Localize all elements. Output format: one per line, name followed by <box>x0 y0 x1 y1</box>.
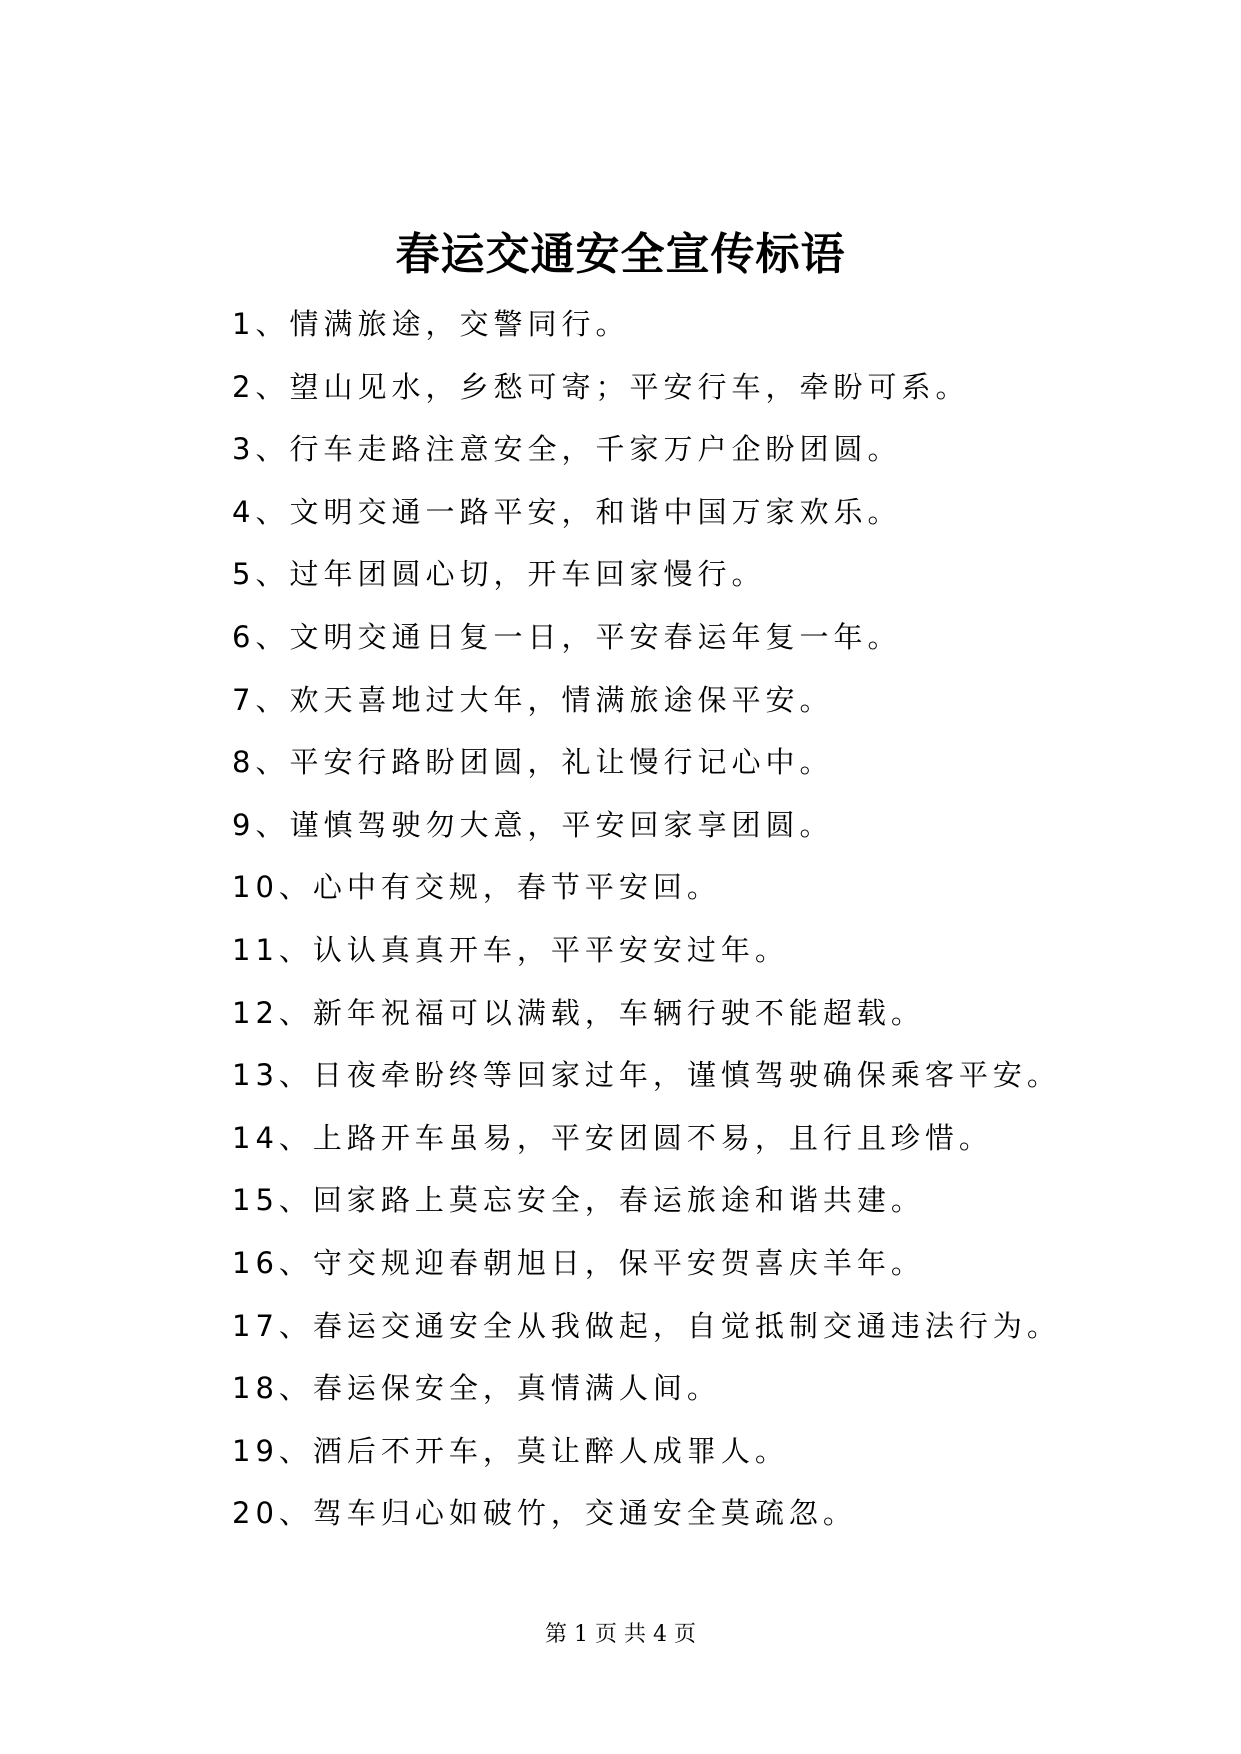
list-item: 15、回家路上莫忘安全，春运旅途和谐共建。 <box>232 1183 925 1218</box>
list-item: 19、酒后不开车，莫让醉人成罪人。 <box>232 1433 789 1468</box>
list-item: 13、日夜牵盼终等回家过年，谨慎驾驶确保乘客平安。 <box>232 1058 1061 1093</box>
list-item: 4、文明交通一路平安，和谐中国万家欢乐。 <box>232 494 902 529</box>
page-title: 春运交通安全宣传标语 <box>395 229 846 280</box>
list-item: 20、驾车归心如破竹，交通安全莫疏忽。 <box>232 1496 857 1531</box>
list-item: 5、过年团圆心切，开车回家慢行。 <box>232 557 766 592</box>
list-item: 8、平安行路盼团圆，礼让慢行记心中。 <box>232 745 834 780</box>
list-item: 7、欢天喜地过大年，情满旅途保平安。 <box>232 682 834 717</box>
list-item: 10、心中有交规，春节平安回。 <box>232 870 721 905</box>
list-item: 9、谨慎驾驶勿大意，平安回家享团圆。 <box>232 807 834 842</box>
slogan-list <box>232 293 1132 1545</box>
page-footer: 第 1 页 共 4 页 <box>545 1622 696 1647</box>
list-item: 6、文明交通日复一日，平安春运年复一年。 <box>232 619 902 654</box>
list-item: 3、行车走路注意安全，千家万户企盼团圆。 <box>232 432 902 467</box>
list-item: 2、望山见水，乡愁可寄；平安行车，牵盼可系。 <box>232 369 970 404</box>
list-item: 17、春运交通安全从我做起，自觉抵制交通违法行为。 <box>232 1308 1061 1343</box>
list-item: 1、情满旅途，交警同行。 <box>232 307 630 341</box>
list-item: 18、春运保安全，真情满人间。 <box>232 1371 721 1406</box>
list-item: 16、守交规迎春朝旭日，保平安贺喜庆羊年。 <box>232 1245 925 1280</box>
list-item: 12、新年祝福可以满载，车辆行驶不能超载。 <box>232 995 925 1030</box>
list-item: 11、认认真真开车，平平安安过年。 <box>232 932 789 967</box>
list-item: 14、上路开车虽易，平安团圆不易，且行且珍惜。 <box>232 1120 993 1155</box>
